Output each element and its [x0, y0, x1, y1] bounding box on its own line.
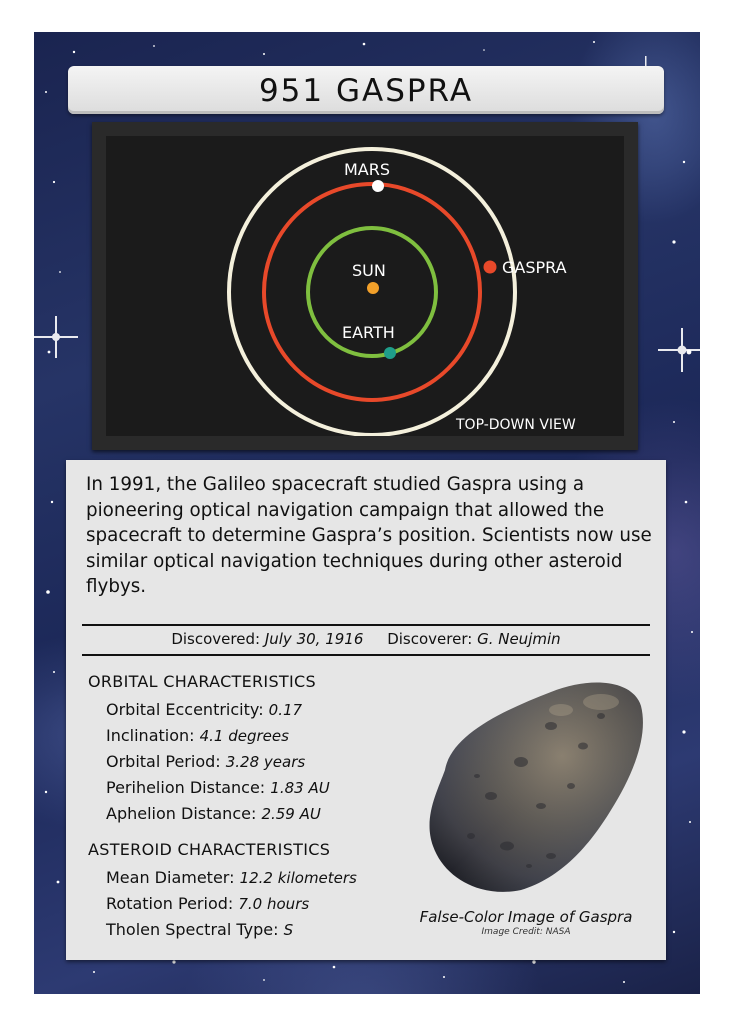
- description-text: In 1991, the Galileo spacecraft studied Gaspra using a pioneering optical navigation campaign that allowed the spacecraft to determine Gaspra’s position. Scientists now use similar optical navigation techniques during other asteroid flybys.: [86, 474, 652, 597]
- asteroid-row-label: Rotation Period:: [106, 894, 239, 913]
- mars-marker: [372, 180, 384, 192]
- info-panel: [66, 460, 666, 960]
- gaspra-marker: [484, 261, 497, 274]
- view-label: TOP-DOWN VIEW: [456, 417, 576, 433]
- title-bar: [68, 66, 664, 114]
- earth-marker: [384, 347, 396, 359]
- discovery-line: [82, 630, 650, 648]
- gaspra-label: GASPRA: [502, 258, 567, 277]
- orbit-diagram-frame: [92, 122, 638, 450]
- orbital-row: [106, 804, 321, 823]
- sun-marker: [367, 282, 379, 294]
- orbital-heading: ORBITAL CHARACTERISTICS: [88, 672, 316, 691]
- asteroid-row: [106, 920, 293, 939]
- orbital-row: [106, 700, 302, 719]
- image-caption: False-Color Image of Gaspra: [419, 908, 633, 926]
- orbital-row-label: Orbital Period:: [106, 752, 226, 771]
- asteroid-heading: ASTEROID CHARACTERISTICS: [88, 840, 331, 859]
- asteroid-row-label: Mean Diameter:: [106, 868, 240, 887]
- orbital-row-label: Perihelion Distance:: [106, 778, 271, 797]
- orbital-row: [106, 752, 305, 771]
- image-credit: Image Credit: NASA: [481, 927, 571, 937]
- mars-label: MARS: [344, 160, 391, 179]
- orbital-row-value: 0.17: [268, 701, 303, 719]
- orbital-row-value: 2.59 AU: [261, 805, 321, 823]
- asteroid-row: [106, 868, 357, 887]
- asteroid-row-value: 12.2 kilometers: [239, 869, 357, 887]
- discovered-value: July 30, 1916: [264, 630, 364, 648]
- discoverer-value: G. Neujmin: [477, 630, 561, 648]
- orbital-row-value: 3.28 years: [225, 753, 306, 771]
- orbital-row-label: Inclination:: [106, 726, 200, 745]
- orbital-row-label: Orbital Eccentricity:: [106, 700, 269, 719]
- discovered-label: Discovered:: [171, 630, 265, 648]
- orbital-row: [106, 726, 289, 745]
- orbit-diagram-panel: [106, 136, 624, 436]
- trading-card: [34, 32, 700, 994]
- sun-label: SUN: [352, 261, 386, 280]
- earth-label: EARTH: [342, 323, 395, 342]
- divider-bottom: [82, 654, 650, 656]
- orbit-diagram: [106, 136, 624, 436]
- asteroid-row-label: Tholen Spectral Type:: [106, 920, 284, 939]
- orbital-row-value: 1.83 AU: [270, 779, 330, 797]
- asteroid-image: [411, 666, 651, 898]
- asteroid-row-value: 7.0 hours: [238, 895, 310, 913]
- orbital-row: [106, 778, 330, 797]
- orbital-row-label: Aphelion Distance:: [106, 804, 262, 823]
- asteroid-illustration: [411, 666, 651, 898]
- orbital-row-value: 4.1 degrees: [199, 727, 289, 745]
- discoverer-label: Discoverer:: [387, 630, 478, 648]
- card-title: 951 GASPRA: [258, 73, 474, 109]
- asteroid-row: [106, 894, 309, 913]
- asteroid-row-value: S: [283, 921, 294, 939]
- divider-top: [82, 624, 650, 626]
